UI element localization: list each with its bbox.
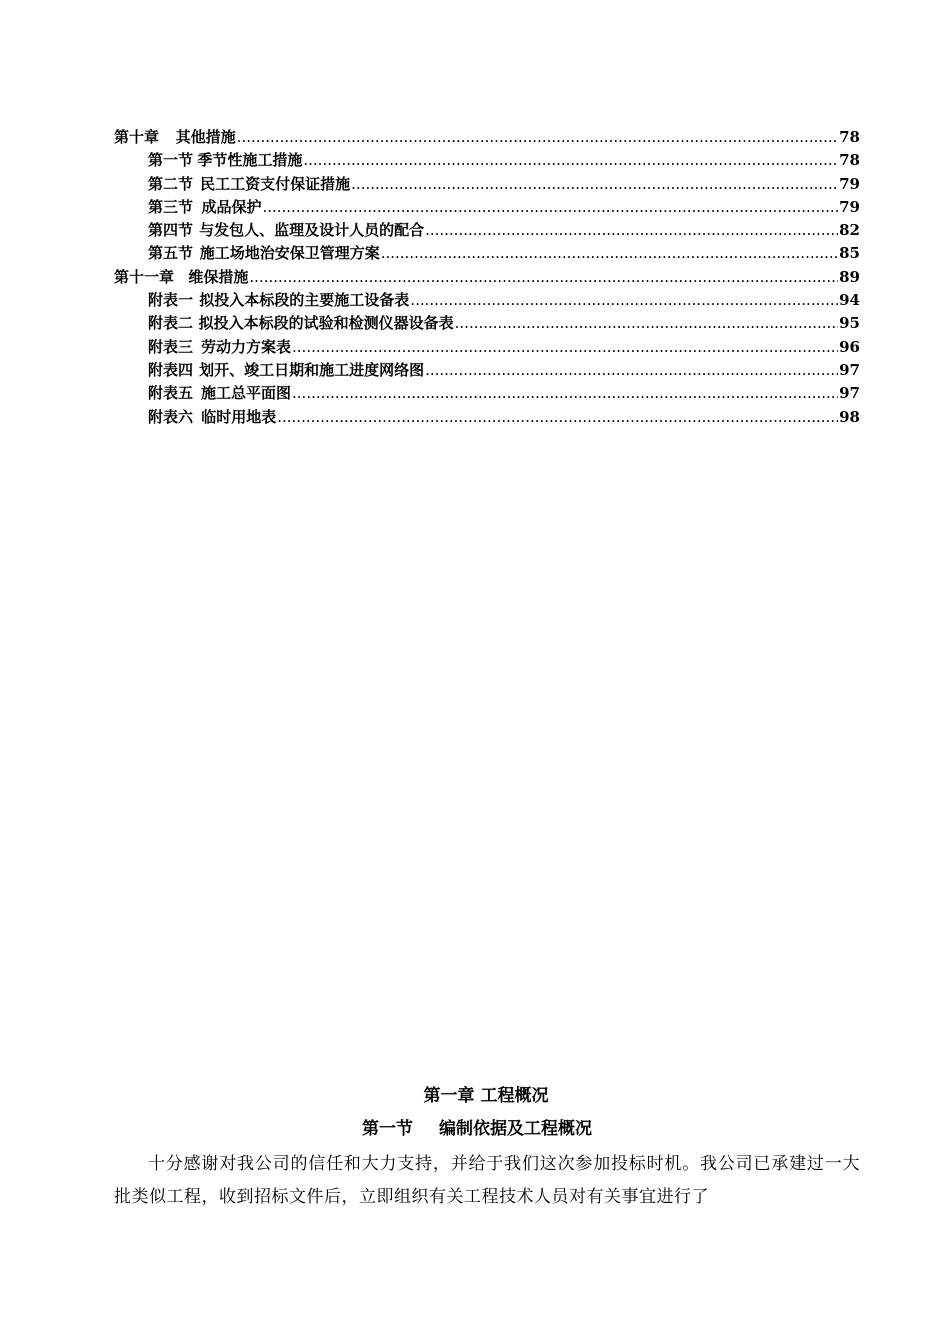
toc-entry-title: 成品保护 bbox=[201, 197, 262, 216]
toc-entry-number: 第一节 bbox=[148, 151, 194, 170]
toc-dot-leader bbox=[292, 382, 838, 405]
toc-entry-page: 96 bbox=[839, 337, 860, 356]
toc-entry-number: 附表五 bbox=[148, 384, 194, 403]
toc-entry-title: 季节性施工措施 bbox=[197, 151, 303, 170]
toc-entry-title: 临时用地表 bbox=[201, 407, 277, 426]
toc-entry-page: 97 bbox=[839, 384, 860, 403]
toc-entry-page: 85 bbox=[839, 244, 860, 263]
toc-dot-leader bbox=[292, 336, 838, 359]
toc-entry-number: 附表二 bbox=[148, 314, 194, 333]
body-paragraph: 十分感谢对我公司的信任和大力支持，并给于我们这次参加投标时机。我公司已承建过一大批类似工程，收到招标文件后，立即组织有关工程技术人员对有关事宜进行了 bbox=[114, 1154, 860, 1207]
toc-entry[interactable] bbox=[114, 266, 860, 289]
toc-dot-leader bbox=[425, 359, 838, 382]
toc-entry-page: 78 bbox=[839, 128, 860, 146]
toc-dot-leader bbox=[381, 242, 838, 265]
toc-entry-number: 第三节 bbox=[148, 197, 194, 216]
toc-entry-number: 第十章 bbox=[114, 128, 160, 146]
toc-entry-title: 其他措施 bbox=[175, 128, 236, 146]
toc-entry-number: 附表三 bbox=[148, 337, 194, 356]
toc-dot-leader bbox=[249, 266, 838, 289]
toc-dot-leader bbox=[410, 289, 838, 312]
toc-entry[interactable] bbox=[114, 126, 860, 149]
toc-entry-number: 第十一章 bbox=[114, 267, 175, 286]
toc-entry-title: 维保措施 bbox=[188, 267, 249, 286]
toc-dot-leader bbox=[262, 196, 838, 219]
toc-entry[interactable] bbox=[114, 382, 860, 405]
toc-entry-title: 施工总平面图 bbox=[201, 384, 292, 403]
toc-entry[interactable] bbox=[114, 336, 860, 359]
toc-dot-leader bbox=[425, 219, 838, 242]
toc-entry[interactable] bbox=[114, 219, 860, 242]
toc-dot-leader bbox=[303, 149, 838, 172]
toc-dot-leader bbox=[277, 406, 838, 429]
toc-dot-leader bbox=[455, 312, 838, 335]
toc-entry-title: 拟投入本标段的试验和检测仪器设备表 bbox=[198, 314, 454, 333]
toc-entry-number: 附表六 bbox=[148, 407, 194, 426]
toc-entry-number: 附表一 bbox=[148, 291, 194, 310]
toc-entry-number: 第四节 bbox=[148, 221, 194, 240]
toc-entry-title: 与发包人、监理及设计人员的配合 bbox=[199, 221, 425, 240]
toc-entry-page: 82 bbox=[839, 221, 860, 240]
toc-entry-number: 第五节 bbox=[148, 244, 194, 263]
toc-entry[interactable] bbox=[114, 359, 860, 382]
toc-entry-page: 97 bbox=[839, 360, 860, 379]
toc-entry[interactable] bbox=[114, 406, 860, 429]
toc-entry-number: 第二节 bbox=[148, 174, 194, 193]
toc-entry-page: 79 bbox=[839, 174, 860, 193]
toc-entry-page: 95 bbox=[839, 314, 860, 333]
toc-entry[interactable] bbox=[114, 149, 860, 172]
section-heading-number: 第一节 bbox=[362, 1119, 413, 1139]
toc-dot-leader bbox=[351, 173, 838, 196]
toc-entry-page: 79 bbox=[839, 197, 860, 216]
toc-entry[interactable] bbox=[114, 242, 860, 265]
toc-entry-title: 民工工资支付保证措施 bbox=[200, 174, 351, 193]
toc-entry-number: 附表四 bbox=[148, 360, 194, 379]
toc-entry-title: 拟投入本标段的主要施工设备表 bbox=[199, 291, 410, 310]
toc-entry[interactable] bbox=[114, 312, 860, 335]
toc-entry-page: 78 bbox=[839, 151, 860, 170]
toc-entry[interactable] bbox=[114, 289, 860, 312]
section-heading bbox=[0, 1115, 950, 1143]
toc-entry-page: 89 bbox=[839, 267, 860, 286]
toc-entry-page: 98 bbox=[839, 407, 860, 426]
toc-entry[interactable] bbox=[114, 196, 860, 219]
chapter-heading: 第一章 工程概况 bbox=[423, 1086, 549, 1106]
table-of-contents bbox=[114, 126, 860, 429]
toc-entry-title: 施工场地治安保卫管理方案 bbox=[199, 244, 380, 263]
toc-entry-page: 94 bbox=[839, 291, 860, 310]
toc-dot-leader bbox=[237, 126, 838, 149]
toc-entry-title: 劳动力方案表 bbox=[201, 337, 292, 356]
section-heading-title: 编制依据及工程概况 bbox=[439, 1119, 592, 1139]
toc-entry-title: 划开、竣工日期和施工进度网络图 bbox=[199, 360, 425, 379]
toc-entry[interactable] bbox=[114, 173, 860, 196]
